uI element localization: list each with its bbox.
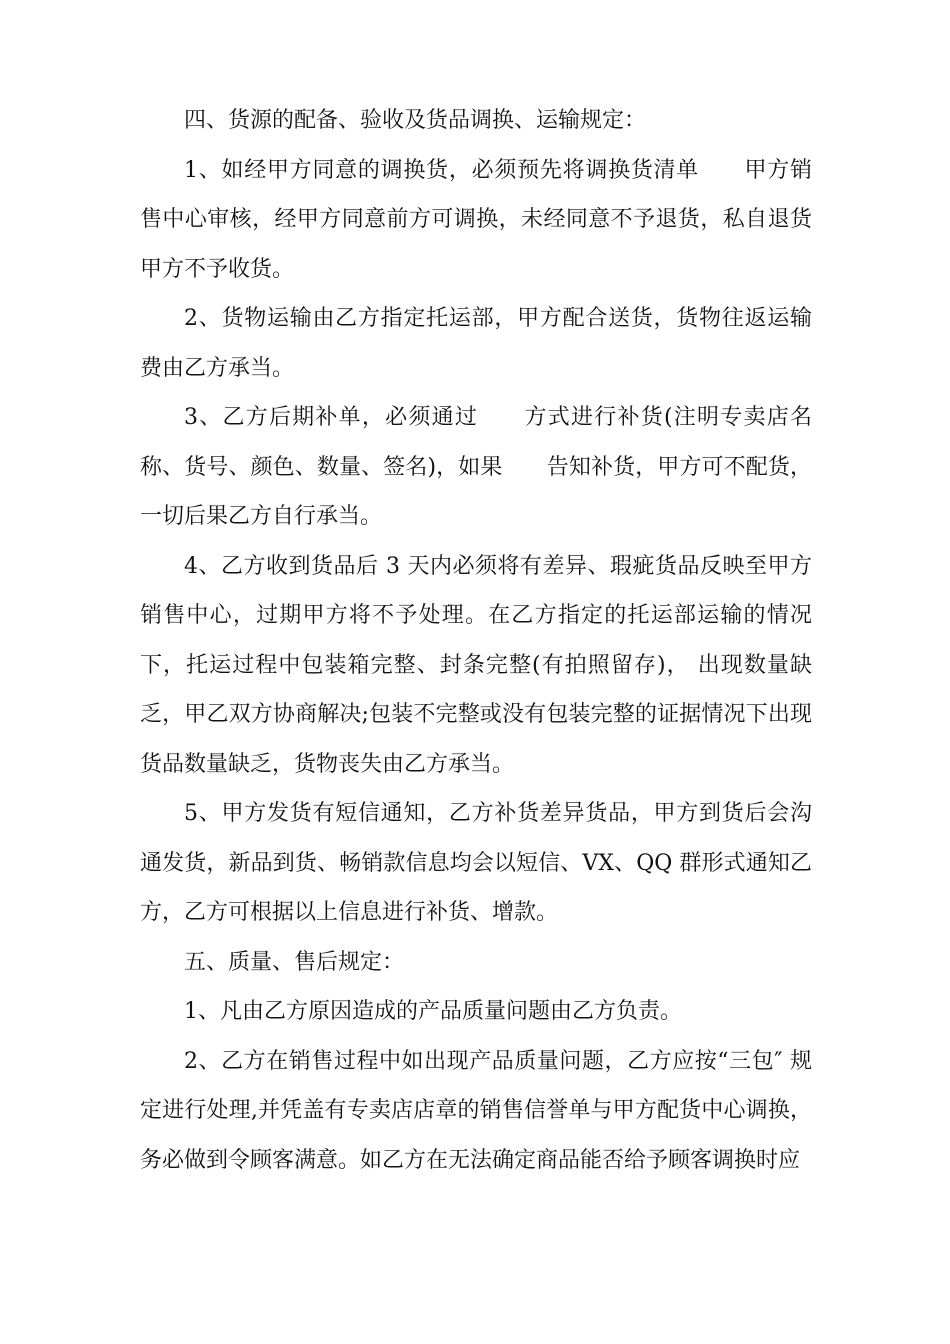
paragraph-4-2: 2、货物运输由乙方指定托运部，甲方配合送货，货物往返运输费由乙方承当。 [140,306,812,381]
section-heading-4: 四、货源的配备、验收及货品调换、运输规定： [184,108,647,133]
paragraph-4-3: 3、乙方后期补单，必须通过 方式进行补货(注明专卖店名称、货号、颜色、数量、签名)，如果 告知补货，甲方可不配货，一切后果乙方自行承当。 [140,405,812,529]
paragraph-5-2: 2、乙方在销售过程中如出现产品质量问题，乙方应按“三包″ 规定进行处理,并凭盖有专卖店店章的销售信誉单与甲方配货中心调换，务必做到令顾客满意。如乙方在无法确定商品能否给予顾客调换时应 [140,1048,812,1173]
paragraph-4-5: 5、甲方发货有短信通知，乙方补货差异货品，甲方到货后会沟通发货，新品到货、畅销款信息均会以短信、VX、QQ 群形式通知乙方，乙方可根据以上信息进行补货、增款。 [140,801,812,925]
document-body [140,96,812,1185]
section-heading-5: 五、质量、售后规定： [184,949,405,975]
paragraph-4-4: 4、乙方收到货品后 3 天内必须将有差异、瑕疵货品反映至甲方销售中心，过期甲方将不予处理。在乙方指定的托运部运输的情况下，托运过程中包装箱完整、封条完整(有拍照留存)， 出现数量缺乏，甲乙双方协商解决;包装不完整或没有包装完整的证据情况下出现货品数量缺乏，货物丧失由乙方承当。 [140,553,812,777]
paragraph-5-1: 1、凡由乙方原因造成的产品质量问题由乙方负责。 [184,999,682,1024]
paragraph-4-1: 1、如经甲方同意的调换货，必须预先将调换货清单 甲方销售中心审核，经甲方同意前方可调换，未经同意不予退货，私自退货甲方不予收货。 [140,157,812,282]
